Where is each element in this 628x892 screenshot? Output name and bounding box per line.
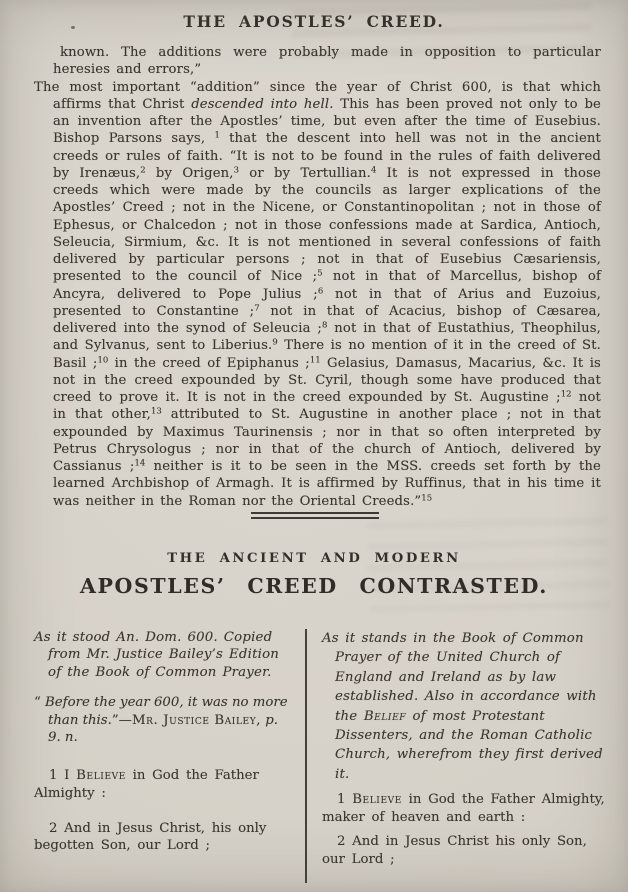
- left-column-ancient-creed: [34, 629, 292, 883]
- creed-item: 1 I Believe in God the Father Almighty :: [34, 768, 259, 802]
- creed-item: 2 And in Jesus Christ his only Son, our Lord ;: [322, 833, 587, 867]
- left-column-quote: “ Before the year 600, it was no more than this.”—Mr. Justice Bailey, p. 9. n.: [34, 695, 288, 746]
- intro-paragraph-1: known. The additions were probably made in opposition to particular heresies and errors,”: [53, 45, 601, 78]
- section-kicker: THE ANCIENT AND MODERN: [167, 551, 461, 566]
- running-head: THE APOSTLES’ CREED.: [183, 12, 445, 31]
- intro-text-block: [34, 44, 601, 510]
- left-column-heading: As it stood An. Dom. 600. Copied from Mr. Justice Bailey’s Edition of the Book of Common Prayer.: [34, 630, 280, 680]
- two-column-comparison: [34, 629, 612, 883]
- intro-paragraph-2: The most important “addition” since the year of Christ 600, is that which affirms that Christ descended into hell. This has been proved not only to be an invention after the Apostles’ time, but even after the time of Eusebius. Bishop Parsons says, $^1$ that the descent into hell was not in the ancient creeds or rules of faith. “It is not to be found in the rules of faith delivered by Irenæus,$^2$ by Origen,$^3$ or by Tertullian.$^4$ It is not expressed in those creeds which were made by the councils as larger explications of the Apostles’ Creed ; not in the Nicene, or Constantinopolitan ; not in those of Ephesus, or Chalcedon ; not in those confessions made at Sardica, Antioch, Seleucia, Sirmium, &c. It is not mentioned in several confessions of faith delivered by particular persons ; not in that of Eusebius Cæsariensis, presented to the council of Nice ;$^5$ not in that of Marcellus, bishop of Ancyra, delivered to Pope Julius ;$^6$ not in that of Arius and Euzoius, presented to Constantine ;$^7$ not in that of Acacius, bishop of Cæsarea, delivered into the synod of Seleucia ;$^8$ not in that of Eustathius, Theophilus, and Sylvanus, sent to Liberius.$^9$ There is no mention of it in the creed of St. Basil ;$^{10}$ in the creed of Epiphanus ;$^{11}$ Gelasius, Damasus, Macarius, &c. It is not in the creed expounded by St. Cyril, though some have produced that creed to prove it. It is not in the creed expounded by St. Augustine ;$^{12}$ not in that other,$^{13}$ attributed to St. Augustine in another place ; not in that expounded by Maximus Taurinensis ; nor in that so often interpreted by Petrus Chrysologus ; nor in that of the church of Antioch, delivered by Cassianus ;$^{14}$ neither is it to be seen in the MSS. creeds set forth by the learned Archbishop of Armagh. It is affirmed by Ruffinus, that in his time it was neither in the Roman nor the Oriental Creeds.”$^{15}$: [34, 79, 601, 509]
- creed-item: 1 Believe in God the Father Almighty, maker of heaven and earth :: [322, 792, 605, 826]
- right-column-modern-creed: [307, 629, 612, 883]
- section-title: APOSTLES’ CREED CONTRASTED.: [79, 574, 549, 598]
- creed-item: 2 And in Jesus Christ, his only begotten Son, our Lord ;: [34, 820, 267, 854]
- double-rule-divider: [251, 512, 379, 519]
- right-column-heading: As it stands in the Book of Common Prayer of the United Church of England and Ireland as by law established. Also in accordance with the Belief of most Protestant Dissenters, and the Roman Catholic Church, wherefrom they first derived it.: [322, 631, 603, 782]
